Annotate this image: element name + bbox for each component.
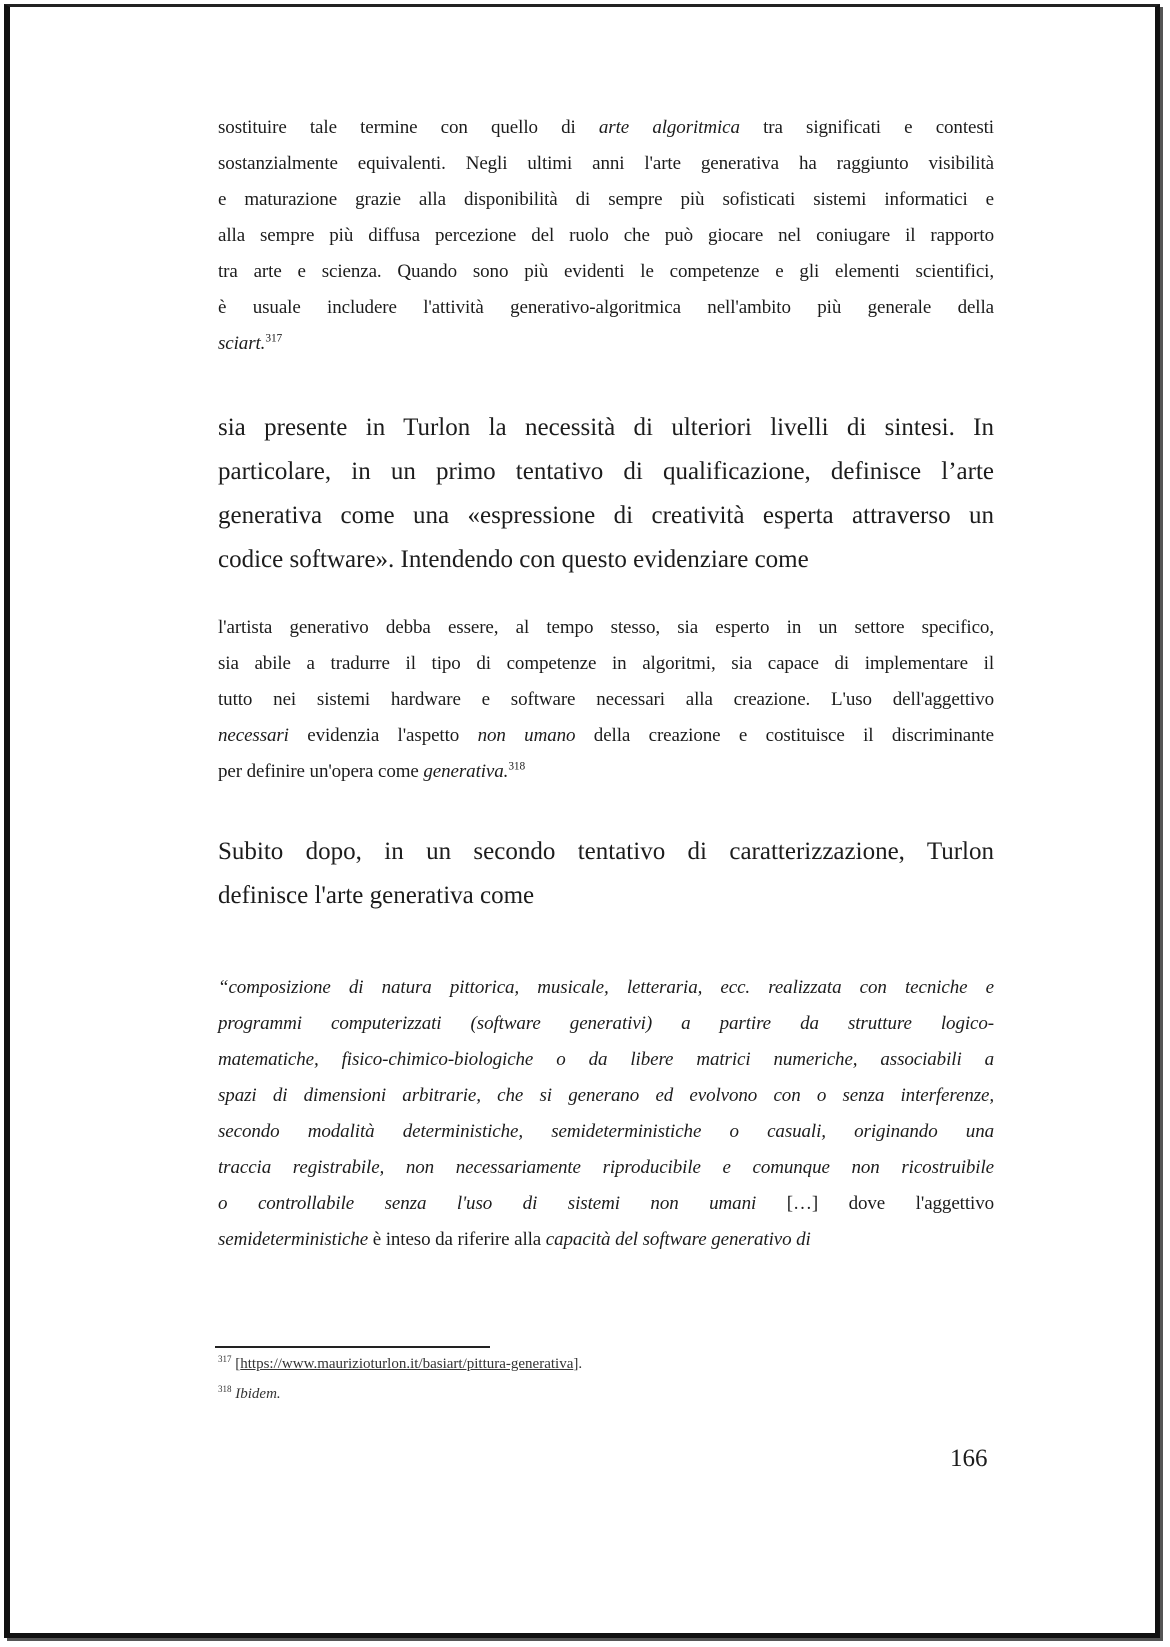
text-span: per definire un'opera come (218, 761, 424, 782)
footnote-text: Ibidem. (235, 1386, 281, 1402)
text-span: Subito dopo, in un secondo tentativo di caratterizzazione, Turlon (218, 838, 994, 865)
text-span: tra arte e scienza. Quando sono più evidenti le competenze e gli elementi scientifici, (218, 261, 994, 282)
text-line (218, 1049, 994, 1071)
italic-text: “composizione di natura pittorica, musicale, letteraria, ecc. realizzata con tecniche e (218, 977, 994, 998)
text-line (218, 546, 994, 574)
text-line (218, 725, 994, 747)
page-number: 166 (950, 1445, 988, 1472)
text-line (218, 1229, 994, 1251)
italic-text: arte algoritmica (598, 117, 740, 138)
italic-text: capacità del software generativo di (545, 1229, 811, 1250)
footnote-number: 318 (218, 1384, 232, 1394)
italic-text: spazi di dimensioni arbitrarie, che si generano ed evolvono con o senza interferenze, (218, 1085, 994, 1106)
italic-text: programmi computerizzati (software generativi) a partire da strutture logico- (218, 1013, 994, 1034)
text-line (218, 761, 994, 783)
italic-text: traccia registrabile, non necessariamente riproducibile e comunque non ricostruibile (218, 1157, 994, 1178)
italic-text: o controllabile senza l'uso di sistemi non umani (218, 1193, 757, 1214)
text-line (218, 653, 994, 675)
text-span: alla sempre più diffusa percezione del ruolo che può giocare nel coniugare il rapporto (218, 225, 994, 246)
footnote-reference[interactable]: 317 (265, 332, 283, 345)
italic-text: necessari (218, 725, 289, 746)
text-line (218, 1013, 994, 1035)
text-span: generativa come una «espressione di creatività esperta attraverso un (218, 502, 994, 529)
text-span: sostanzialmente equivalenti. Negli ultimi anni l'arte generativa ha raggiunto visibilità (218, 153, 994, 174)
text-span: sostituire tale termine con quello di (218, 117, 599, 138)
footnote-bracket-open: [ (235, 1356, 241, 1372)
italic-text: secondo modalità deterministiche, semideterministiche o casuali, originando una (218, 1121, 994, 1142)
text-line (218, 838, 994, 866)
text-line (218, 189, 994, 211)
text-line (218, 1157, 994, 1179)
footnote-317 (218, 1356, 582, 1373)
footnote-separator (215, 1346, 490, 1348)
text-line (218, 882, 994, 910)
text-span: è usuale includere l'attività generativo-algoritmica nell'ambito più generale della (218, 297, 994, 318)
text-line (218, 977, 994, 999)
page-frame (4, 4, 1160, 1638)
footnote-number: 317 (218, 1354, 232, 1364)
text-line (218, 153, 994, 175)
text-line (218, 414, 994, 442)
text-span: della creazione e costituisce il discriminante (575, 725, 994, 746)
footnote-bracket-close: ]. (573, 1356, 583, 1372)
italic-text: matematiche, fisico-chimico-biologiche o da libere matrici numeriche, associabili a (218, 1049, 994, 1070)
text-line (218, 333, 994, 355)
italic-text: semideterministiche (218, 1229, 369, 1250)
text-span: e maturazione grazie alla disponibilità di sempre più sofisticati sistemi informatici e (218, 189, 994, 210)
text-line (218, 689, 994, 711)
italic-text: non umano (477, 725, 576, 746)
text-line (218, 1121, 994, 1143)
text-line (218, 617, 994, 639)
text-line (218, 225, 994, 247)
text-span: codice software». Intendendo con questo evidenziare come (218, 546, 809, 573)
text-span: tutto nei sistemi hardware e software necessari alla creazione. L'uso dell'aggettivo (218, 689, 994, 710)
text-span: […] dove l'aggettivo (756, 1193, 994, 1214)
text-line (218, 502, 994, 530)
text-span: definisce l'arte generativa come (218, 882, 535, 909)
text-span: evidenzia l'aspetto (288, 725, 478, 746)
text-span: tra significati e contesti (739, 117, 994, 138)
text-line (218, 297, 994, 319)
text-line (218, 261, 994, 283)
italic-text: sciart. (218, 333, 266, 354)
text-line (218, 1193, 994, 1215)
text-span: sia abile a tradurre il tipo di competenze in algoritmi, sia capace di implementare il (218, 653, 994, 674)
footnote-reference[interactable]: 318 (508, 760, 526, 773)
text-span: particolare, in un primo tentativo di qualificazione, definisce l’arte (218, 458, 994, 485)
text-span: sia presente in Turlon la necessità di ulteriori livelli di sintesi. In (218, 414, 994, 441)
text-line (218, 117, 994, 139)
italic-text: generativa. (423, 761, 509, 782)
text-line (218, 458, 994, 486)
footnote-link[interactable]: https://www.maurizioturlon.it/basiart/pittura-generativa (240, 1356, 574, 1372)
text-line (218, 1085, 994, 1107)
text-span: è inteso da riferire alla (368, 1229, 546, 1250)
text-span: l'artista generativo debba essere, al tempo stesso, sia esperto in un settore specifico, (218, 617, 994, 638)
footnote-318 (218, 1386, 281, 1403)
